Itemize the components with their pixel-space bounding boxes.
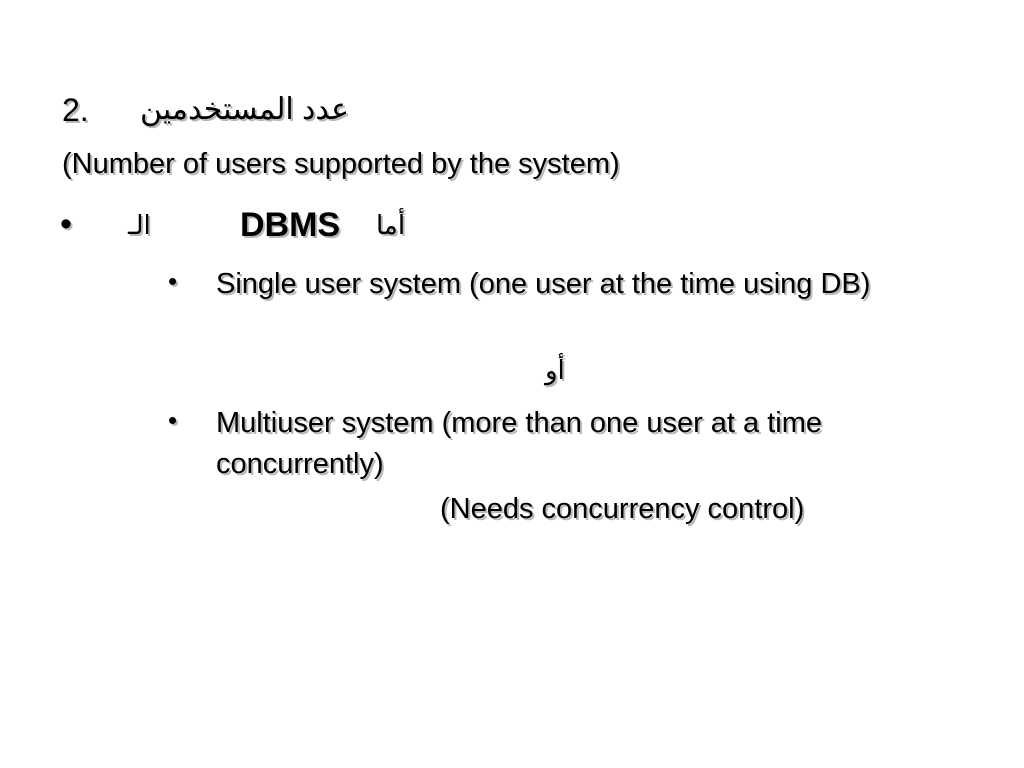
dbms-term: DBMS	[240, 206, 341, 244]
single-user-system-text: Single user system (one user at the time using DB)	[216, 268, 871, 300]
dbms-arabic-prefix: الـ	[128, 210, 151, 240]
multiuser-system-text: Multiuser system (more than one user at a time concurrently)	[216, 407, 823, 480]
subtitle: (Number of users supported by the system)	[62, 148, 620, 180]
sub-bullet-symbol: •	[168, 405, 178, 435]
or-arabic-separator: أو	[545, 355, 565, 385]
main-bullet-symbol: •	[60, 205, 72, 243]
heading-arabic-title: عدد المستخدمين	[140, 93, 350, 126]
dbms-arabic-word: أما	[376, 210, 406, 240]
concurrency-note: (Needs concurrency control)	[440, 493, 805, 525]
heading-number: 2.	[62, 92, 89, 128]
sub-bullet-symbol: •	[168, 266, 178, 296]
